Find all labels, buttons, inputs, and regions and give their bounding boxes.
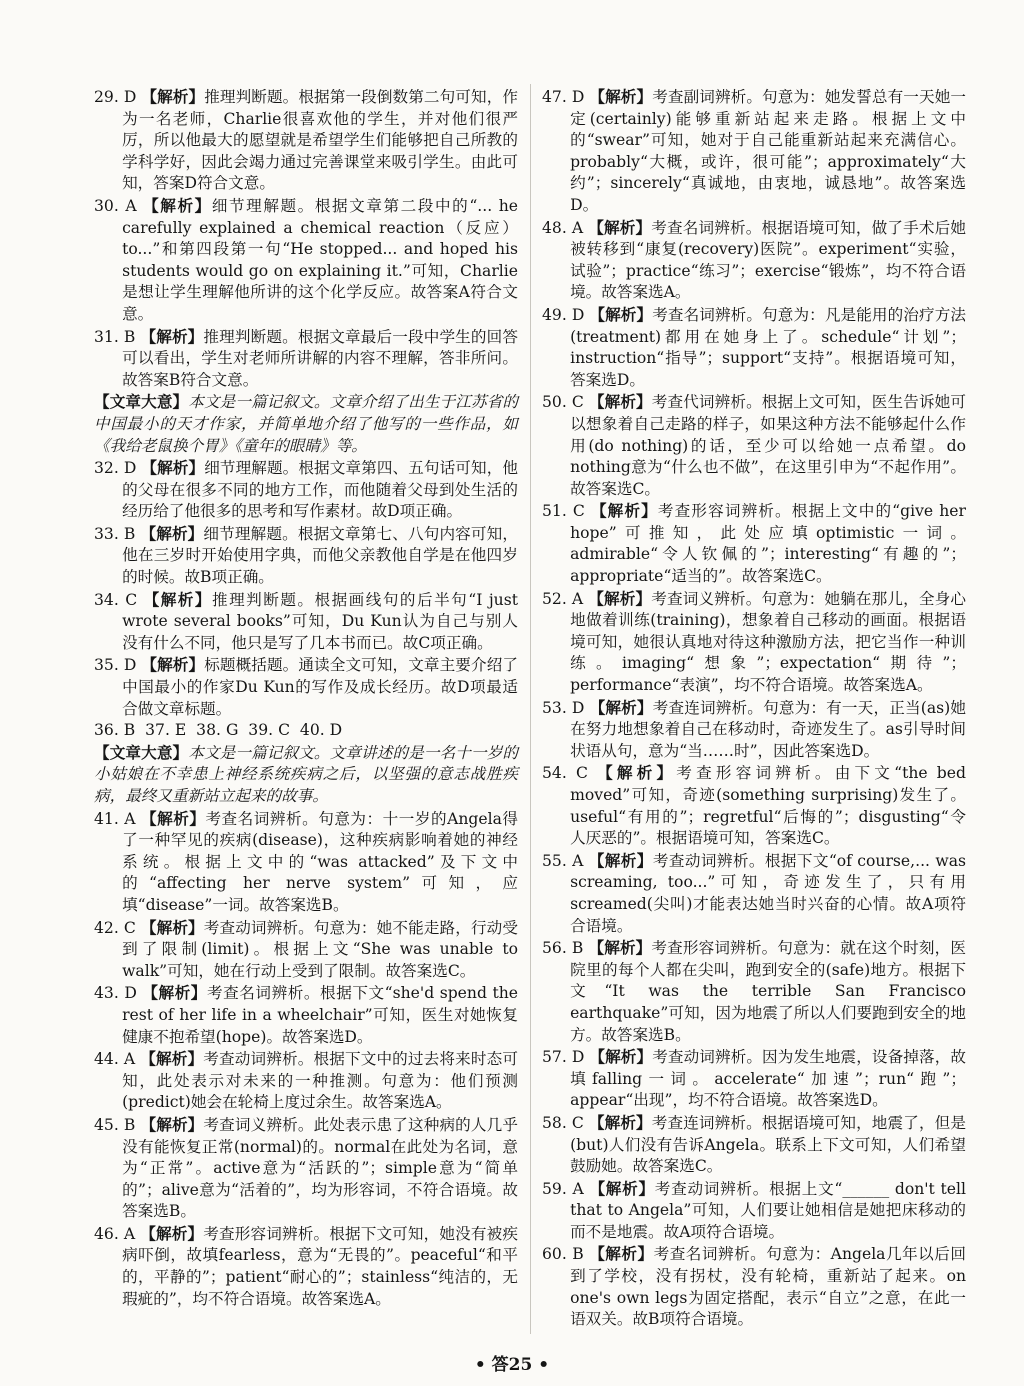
analysis-text: 考查名词辨析。根据语境可知，做了手术后她被转移到“康复(recovery)医院”。experiment“实验，试验”；practice“练习”；exercise“锻炼”，均不符合语境。故答案选A。 (570, 218, 966, 302)
answer-item (542, 217, 966, 304)
analysis-text: 考查动词辨析。因为发生地震，设备掉落，故填falling一词。accelerate“加速”；run“跑”；appear“出现”，均不符合语境。故答案选D。 (570, 1048, 966, 1110)
analysis-label: 【解析】 (588, 588, 652, 608)
analysis-text: 推理判断题。根据画线句的后半句“I just wrote several books”可知，Du Kun认为自己与别人没有什么不同，他只是写了几本书而已。故C项正确。 (122, 590, 518, 652)
answer-item (94, 523, 518, 589)
answer-number: 44. A (94, 1050, 141, 1069)
analysis-label: 【解析】 (588, 392, 652, 412)
answer-number: 52. A (542, 589, 589, 608)
analysis-label: 【解析】 (140, 1049, 204, 1069)
analysis-text: 考查形容词辨析。根据上文中的“give her hope”可推知，此处应填optimistic一词。admirable“令人钦佩的”；interesting“有趣的”；appropriate“适当的”。故答案选C。 (570, 502, 966, 586)
answer-number: 46. A (94, 1224, 141, 1243)
answer-item (542, 304, 966, 391)
analysis-label: 【解析】 (589, 697, 653, 717)
answer-number: 53. D (542, 698, 590, 717)
answer-item (542, 850, 966, 937)
analysis-label: 【解析】 (589, 304, 653, 324)
answer-item (94, 1114, 518, 1223)
answer-number: 33. B (94, 524, 141, 543)
column-divider (530, 84, 531, 1334)
answer-number: 59. A (542, 1179, 590, 1198)
analysis-text: 考查动词辨析。句意为：她不能走路，行动受到了限制(limit)。根据上文“She was unable to walk”可知，她在行动上受到了限制。故答案选C。 (122, 918, 518, 980)
answer-number: 34. C (94, 590, 144, 609)
answer-number: 47. D (542, 88, 590, 106)
analysis-text: 考查形容词辨析。由下文“the bed moved”可知，奇迹(something surprising)发生了。useful“有用的”；regretful“后悔的”；disgusting“令人厌恶的”。根据语境可知，答案选C。 (570, 764, 966, 848)
answer-number: 54. C (542, 764, 598, 783)
analysis-label: 【解析】 (141, 808, 206, 828)
analysis-text: 考查连词辨析。句意为：有一天，正当(as)她在努力地想象着自己在移动时，奇迹发生了。as引导时间状语从句，意为“当……时”，因此答案选D。 (570, 698, 967, 760)
answer-item (94, 326, 518, 392)
analysis-label: 【解析】 (140, 523, 204, 543)
answer-number: 31. B (94, 327, 141, 346)
summary-text: 本文是一篇记叙文。文章介绍了出生于江苏省的中国最小的天才作家，并简单地介绍了他写的一些作品，如《我给老鼠换个胃》《童年的眼睛》等。 (94, 393, 518, 455)
answer-number: 57. D (542, 1048, 590, 1067)
analysis-text: 考查代词辨析。根据上文可知，医生告诉她可以想象着自己走路的样子，如果这种方法不能够起什么作用(do nothing)的话，至少可以给她一点希望。do nothing意为“什么也不做”，在这里引申为“不起作用”。故答案选C。 (570, 393, 966, 498)
analysis-label: 【解析】 (141, 655, 205, 675)
analysis-label: 【解析】 (590, 501, 658, 521)
answer-item (94, 195, 518, 326)
answer-item (94, 808, 518, 917)
analysis-label: 【解析】 (140, 917, 204, 937)
answer-item (542, 1243, 966, 1330)
answer-number: 60. B (542, 1245, 590, 1264)
answer-item (542, 1046, 966, 1112)
analysis-label: 【解析】 (141, 87, 205, 106)
answer-number: 51. C (542, 502, 591, 521)
analysis-text: 考查动词辨析。根据下文中的过去将来时态可知，此处表示对未来的一种推测。句意为：他们预测(predict)她会在轮椅上度过余生。故答案选A。 (122, 1050, 518, 1112)
answer-number: 29. D (94, 88, 142, 106)
answer-number: 49. D (542, 305, 590, 324)
answer-item (94, 982, 518, 1048)
analysis-text: 标题概括题。通读全文可知，文章主要介绍了中国最小的作家Du Kun的写作及成长经历。故D项最适合做文章标题。 (122, 656, 518, 718)
answer-number: 55. A (542, 851, 589, 870)
analysis-text: 考查名词辨析。句意为：Angela几年以后回到了学校，没有拐杖，没有轮椅，重新站了起来。on one's own legs为固定搭配，表示“自立”之意，在此一语双关。故B项符合语境。 (570, 1245, 966, 1329)
analysis-label: 【解析】 (140, 326, 204, 346)
analysis-text: 考查形容词辨析。句意为：就在这个时刻，医院里的每个人都在尖叫，跑到安全的(safe)地方。根据下文“It was the terrible San Francisco earthquake”可知，因为地震了所以人们要跑到安全的地方。故答案选B。 (570, 939, 966, 1044)
answer-item (542, 762, 966, 849)
analysis-label: 【解析】 (589, 1047, 653, 1067)
analysis-text: 推理判断题。根据第一段倒数第二句可知，作为一名老师，Charlie很喜欢他的学生，并对他们很严厉，所以他最大的愿望就是希望学生们能够把自己所教的学科学好，因此会竭力通过完善课堂来吸引学生。由此可知，答案D符合文意。 (122, 88, 518, 193)
analysis-text: 考查名词辨析。句意为：十一岁的Angela得了一种罕见的疾病(disease)，这种疾病影响着她的神经系统。根据上文中的“was attacked”及下文中的“affecting her nerve system”可知，应填“disease”一词。故答案选B。 (122, 809, 518, 914)
analysis-label: 【解析】 (143, 195, 212, 215)
answer-item (542, 391, 966, 500)
answer-number: 41. A (94, 809, 142, 828)
answer-item (94, 1223, 518, 1310)
summary-label: 【文章大意】 (94, 392, 189, 412)
left-column (94, 86, 518, 1310)
analysis-text: 细节理解题。根据文章第七、八句内容可知，他在三岁时开始使用字典，而他父亲教他自学是在他四岁的时候。故B项正确。 (122, 524, 518, 587)
analysis-text: 考查动词辨析。根据上文“______ don't tell that to Angela”可知，人们要让她相信是她把床移动的而不是地震。故A项符合语境。 (570, 1179, 966, 1241)
answer-number: 48. A (542, 218, 589, 237)
analysis-label: 【解析】 (588, 1112, 652, 1132)
answer-item (94, 86, 518, 195)
article-summary (94, 742, 518, 808)
analysis-text: 考查形容词辨析。根据下文可知，她没有被疾病吓倒，故填fearless，意为“无畏的”。peaceful“和平的，平静的”；patient“耐心的”；stainless“纯洁的，无瑕疵的”，均不符合语境。故答案选A。 (122, 1224, 518, 1308)
analysis-label: 【解析】 (589, 87, 653, 106)
analysis-text: 考查副词辨析。句意为：她发誓总有一天她一定(certainly)能够重新站起来走路。根据上文中的“swear”可知，她对于自己能重新站起来充满信心。probably“大概，或许，很可能”；approximately“大约”；sincerely“真诚地，由衷地，诚恳地”。故答案选D。 (570, 88, 966, 214)
analysis-label: 【解析】 (589, 1244, 654, 1264)
analysis-label: 【解析】 (140, 1114, 204, 1134)
analysis-text: 考查名词辨析。根据下文“she'd spend the rest of her life in a wheelchair”可知，医生对她恢复健康不抱希望(hope)。故答案选D。 (122, 984, 518, 1046)
answer-number: 50. C (542, 393, 589, 412)
analysis-label: 【解析】 (589, 1178, 655, 1198)
answer-number: 58. C (542, 1113, 589, 1132)
answer-number: 32. D (94, 459, 142, 478)
analysis-text: 推理判断题。根据文章最后一段中学生的回答可以看出，学生对老师所讲解的内容不理解，答非所问。故答案B符合文意。 (122, 327, 518, 389)
summary-label: 【文章大意】 (94, 742, 189, 762)
analysis-text: 考查词义辨析。此处表示患了这种病的人几乎没有能恢复正常(normal)的。normal在此处为名词，意为“正常”。active意为“活跃的”；simple意为“简单的”；alive意为“活着的”，均为形容词，不符合语境。故答案选B。 (122, 1115, 518, 1221)
answer-number: 43. D (94, 984, 143, 1003)
summary-text: 本文是一篇记叙文。文章讲述的是一名十一岁的小姑娘在不幸患上神经系统疾病之后，以坚强的意志战胜疾病，最终又重新站立起来的故事。 (94, 743, 518, 805)
answer-number: 45. B (94, 1115, 141, 1134)
analysis-text: 考查名词辨析。句意为：凡是能用的治疗方法(treatment)都用在她身上了。schedule“计划”；instruction“指导”；support“支持”。根据语境可知，答案选D。 (570, 305, 966, 389)
analysis-label: 【解析】 (142, 983, 207, 1003)
analysis-label: 【解析】 (588, 850, 653, 870)
analysis-label: 【解析】 (143, 589, 212, 609)
analysis-label: 【解析】 (588, 938, 652, 958)
answer-item (542, 86, 966, 217)
answer-number: 35. D (94, 656, 142, 675)
analysis-text: 考查词义辨析。句意为：她躺在那儿，全身心地做着训练(training)，想象着自己移动的画面。根据语境可知，她很认真地对待这种激励方法，把它当作一种训练。imaging“想象”；expectation“期待”；performance“表演”，均不符合语境。故答案选A。 (570, 589, 966, 695)
answer-item (94, 917, 518, 983)
answer-list-text: 36. B 37. E 38. G 39. C 40. D (94, 721, 343, 740)
answer-item (542, 588, 966, 697)
answer-item (542, 937, 966, 1046)
answer-item (94, 1048, 518, 1114)
analysis-text: 细节理解题。根据文章第四、五句话可知，他的父母在很多不同的地方工作，而他随着父母到处生活的经历给了他很多的思考和写作素材。故D项正确。 (122, 459, 518, 521)
page-number: • 答25 • (474, 1355, 550, 1375)
answer-item (542, 697, 966, 763)
answer-item (542, 500, 966, 587)
analysis-label: 【解析】 (597, 763, 677, 783)
answer-number: 56. B (542, 939, 589, 958)
analysis-label: 【解析】 (588, 217, 652, 237)
answer-list (94, 720, 518, 742)
analysis-label: 【解析】 (141, 458, 205, 478)
answer-item (94, 457, 518, 523)
right-column (542, 86, 966, 1331)
answer-item (542, 1112, 966, 1178)
answer-item (94, 654, 518, 720)
article-summary (94, 391, 518, 457)
analysis-text: 细节理解题。根据文章第二段中的“... he carefully explained a chemical reaction（反应）to...”和第四段第一句“He stopped... and hoped his students would go on explaining it.”可知，Charlie是想让学生理解他所讲的这个化学反应。故答案A符合文意。 (122, 196, 518, 323)
answer-item (542, 1178, 966, 1244)
answer-item (94, 589, 518, 655)
answer-number: 30. A (94, 196, 144, 215)
analysis-text: 考查动词辨析。根据下文“of course,... was screaming, too...”可知，奇迹发生了，只有用screamed(尖叫)才能表达她当时兴奋的心情。故A项符合语境。 (570, 851, 966, 935)
analysis-label: 【解析】 (140, 1223, 204, 1243)
analysis-text: 考查连词辨析。根据语境可知，地震了，但是(but)人们没有告诉Angela。联系上下文可知，人们希望鼓励她。故答案选C。 (570, 1113, 966, 1176)
answer-number: 42. C (94, 918, 141, 937)
